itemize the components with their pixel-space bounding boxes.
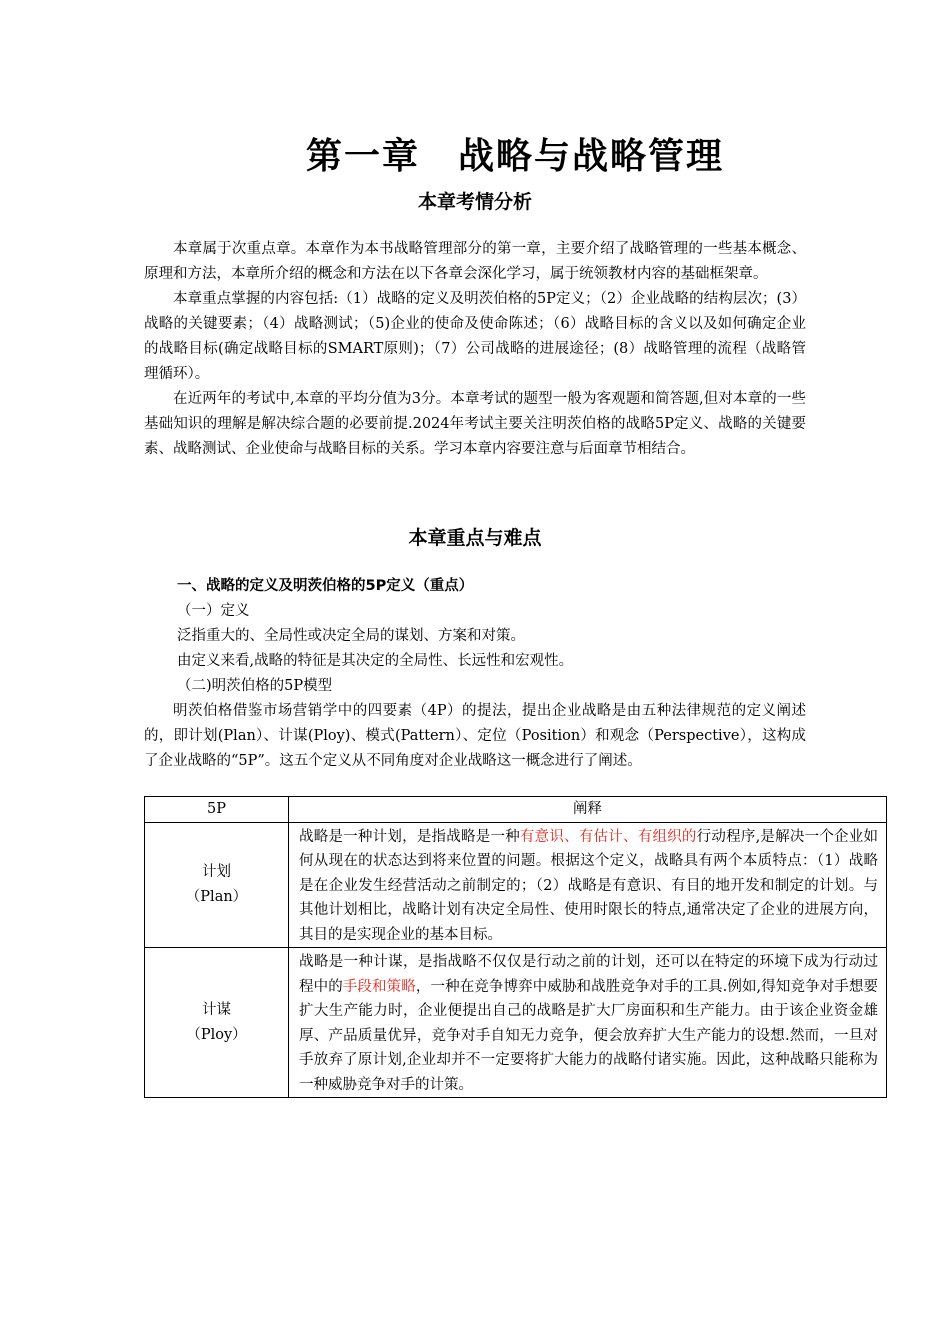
row-name-cell	[145, 948, 289, 1098]
highlighted-text: 手段和策略	[342, 978, 416, 995]
model-description	[144, 699, 806, 774]
description-text: 战略是一种计谋，是指战略不仅仅是行动之前的计划，还可以在特定的环境下成为行动过程中的	[299, 954, 878, 995]
subheading-definition: （一）定义	[177, 603, 250, 619]
table-row	[145, 822, 887, 948]
description-text: ，一种在竞争博弈中威胁和战胜竞争对手的工具.例如,得知竞争对手想要扩大生产能力时，企业便提出自己的战略是扩大厂房面积和生产能力。由于该企业资金雄厚、产品质量优异，竞争对手自知无力竞争，便会放弃扩大生产能力的设想.然而，一旦对手放弃了原计划,企业却并不一定要将扩大能力的战略付诸实施。因此，这种战略只能称为一种威胁竞争对手的计策。	[299, 978, 879, 1093]
subheading-5p-model: （二)明茨伯格的5P模型	[177, 678, 333, 694]
heading-5p-definition: 一、战略的定义及明茨伯格的5P定义（重点）	[177, 578, 474, 594]
row-name-cell	[145, 822, 289, 948]
row-name: 计谋	[202, 1002, 231, 1018]
row-name: 计划	[202, 864, 231, 881]
column-header-5p: 5P	[145, 797, 289, 823]
row-description	[289, 822, 887, 948]
highlighted-text: 有意识、有估计、有组织的	[519, 828, 697, 845]
exam-analysis-title: 本章考情分析	[417, 191, 532, 213]
table-header-row	[145, 797, 887, 823]
row-name-english: （Plan）	[185, 888, 248, 905]
row-description	[289, 948, 887, 1098]
description-text: 战略是一种计划，是指战略是一种	[299, 828, 520, 845]
exam-analysis-paragraph: 在近两年的考试中,本章的平均分值为3分。本章考试的题型一般为客观题和简答题,但对本章的一些基础知识的理解是解决综合题的必要前提.2024年考试主要关注明茨伯格的战略5P定义、战略的关键要素、战略测试、企业使命与战略目标的关系。学习本章内容要注意与后面章节相结合。	[144, 391, 806, 457]
table-row	[145, 948, 887, 1098]
description-text: 行动程序,是解决一个企业如何从现在的状态达到将来位置的问题。根据这个定义，战略具有两个本质特点：（1）战略是在企业发生经营活动之前制定的；（2）战略是有意识、有目的地开发和制定的计划。与其他计划相比，战略计划有决定全局性、使用时限长的特点,通常决定了企业的进展方向，其目的是实现企业的基本目标。	[299, 828, 879, 943]
row-name-english: （Ploy）	[186, 1026, 247, 1043]
model-paragraph: 明茨伯格借鉴市场营销学中的四要素（4P）的提法，提出企业战略是由五种法律规范的定义阐述的，即计划(Plan）、计谋(Ploy)、模式(Pattern）、定位（Position）和观念（Perspective），这构成了企业战略的“5P”。这五个定义从不同角度对企业战略这一概念进行了阐述。	[144, 703, 806, 769]
definition-characteristics: 由定义来看,战略的特征是其决定的全局性、长远性和宏观性。	[177, 653, 574, 669]
key-points-title: 本章重点与难点	[408, 527, 542, 549]
exam-analysis-paragraph: 本章重点掌握的内容包括:（1）战略的定义及明茨伯格的5P定义；（2）企业战略的结构层次；(3）战略的关键要素；（4）战略测试；（5)企业的使命及使命陈述；（6）战略目标的含义以及如何确定企业的战略目标(确定战略目标的SMART原则)；（7）公司战略的进展途径；(8）战略管理的流程（战略管理循环）。	[144, 291, 806, 382]
exam-analysis-body	[144, 237, 806, 462]
column-header-explanation: 阐释	[289, 797, 887, 823]
definition-text: 泛指重大的、全局性或决定全局的谋划、方案和对策。	[177, 628, 525, 644]
chapter-title: 第一章 战略与战略管理	[305, 135, 724, 177]
5p-table	[144, 796, 887, 1098]
exam-analysis-paragraph: 本章属于次重点章。本章作为本书战略管理部分的第一章，主要介绍了战略管理的一些基本概念、原理和方法，本章所介绍的概念和方法在以下各章会深化学习，属于统领教材内容的基础框架章。	[144, 241, 806, 282]
